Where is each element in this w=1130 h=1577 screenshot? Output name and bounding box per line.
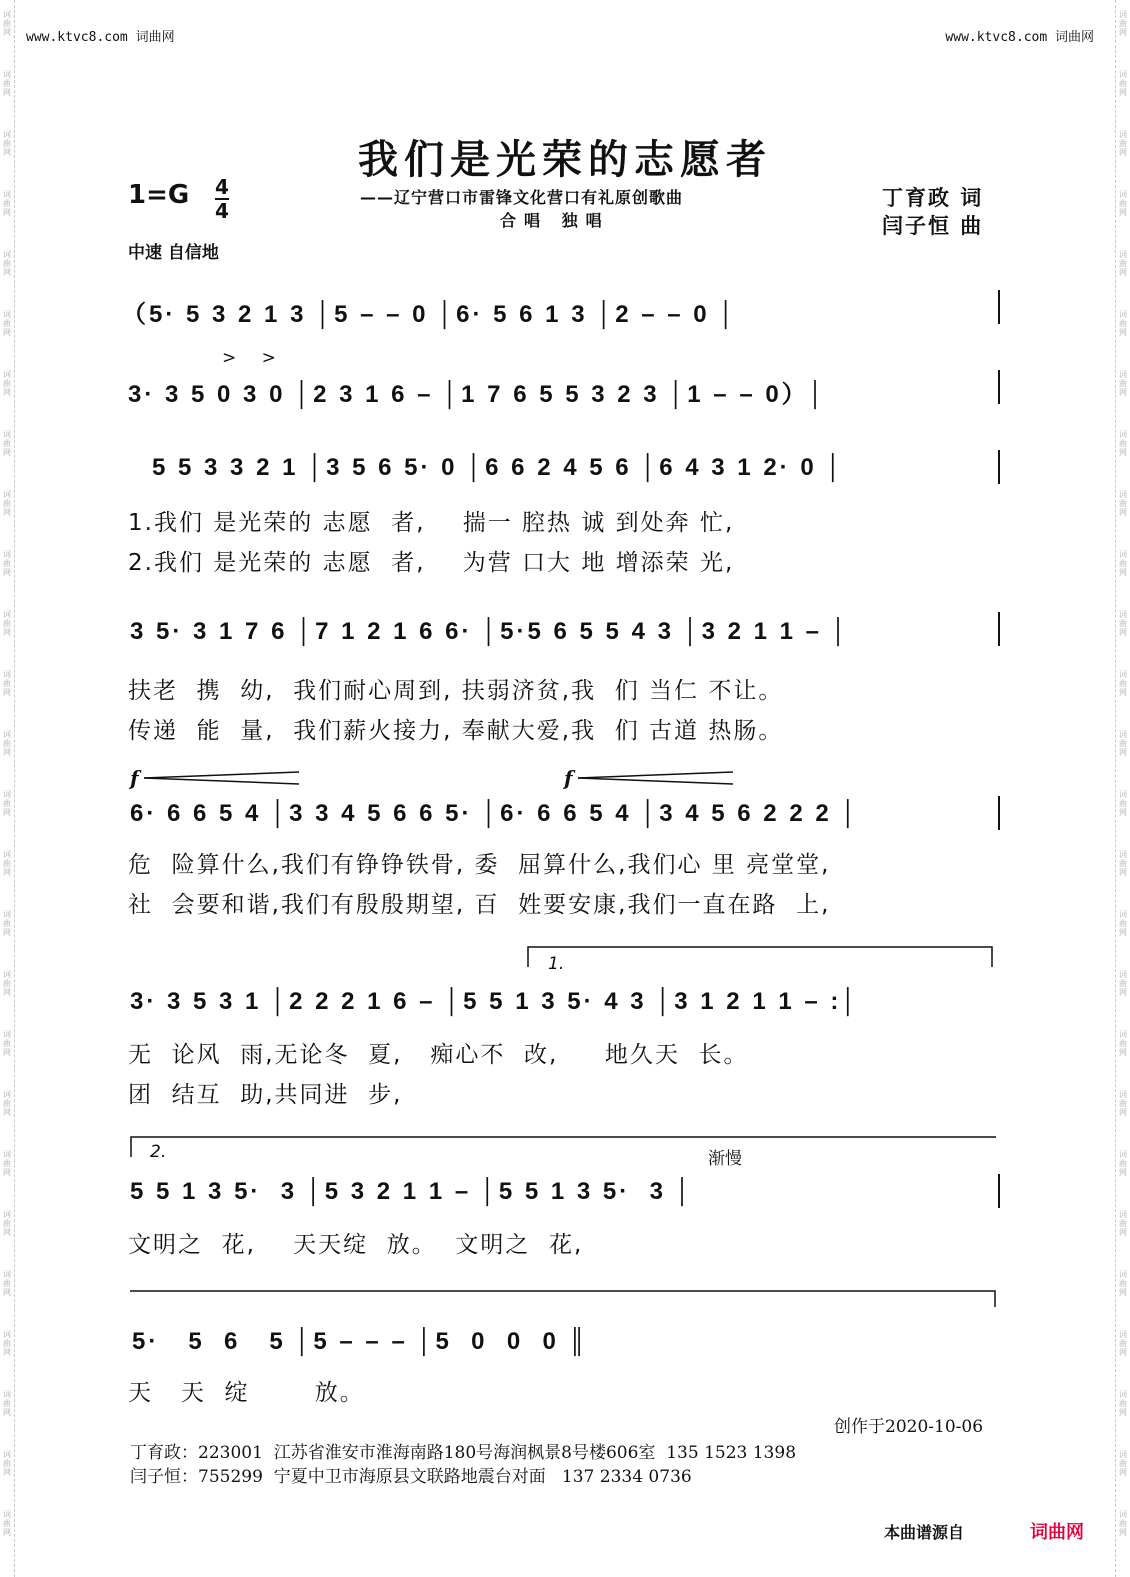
key-signature: 1=G xyxy=(128,180,190,210)
score-row-3: 5 5 3 3 2 1 │3 5 6 5· 0 │6 6 2 4 5 6 │6 4 3 1 2· 0 │ xyxy=(152,454,845,481)
side-watermark-text: 词 曲 网 xyxy=(1119,1390,1127,1417)
side-watermark-text: 词 曲 网 xyxy=(3,850,11,877)
side-watermark-text: 词 曲 网 xyxy=(3,550,11,577)
side-watermark-text: 词 曲 网 xyxy=(1119,1090,1127,1117)
side-watermark-text: 词 曲 网 xyxy=(1119,430,1127,457)
score-row-7: 5 5 1 3 5· 3 │5 3 2 1 1 – │5 5 1 3 5· 3 │ xyxy=(130,1178,694,1205)
side-watermark-text: 词 曲 网 xyxy=(3,670,11,697)
barline xyxy=(998,1174,1000,1208)
side-watermark-text: 词 曲 网 xyxy=(3,1450,11,1477)
side-watermark-text: 词 曲 网 xyxy=(1119,1150,1127,1177)
lyricist-credit: 丁育政 词 xyxy=(882,186,984,210)
volta-bracket-1 xyxy=(527,946,997,968)
side-watermark-text: 词 曲 网 xyxy=(3,130,11,157)
composer-credit: 闫子恒 曲 xyxy=(882,214,984,238)
lyric-verse-1-line-4: 无 论风 雨,无论冬 夏, 痴心不 改, 地久天 长。 xyxy=(128,1042,749,1068)
side-watermark-text: 词 曲 网 xyxy=(3,430,11,457)
volta-bracket-2-continued xyxy=(130,1290,998,1308)
crescendo-hairpin xyxy=(578,770,738,786)
side-watermark-text: 词 曲 网 xyxy=(1119,10,1127,37)
barline xyxy=(998,796,1000,830)
side-watermark-text: 词 曲 网 xyxy=(1119,790,1127,817)
lyric-line-5: 文明之 花, 天天绽 放。 文明之 花, xyxy=(128,1232,584,1258)
crescendo-hairpin xyxy=(144,770,304,786)
barline xyxy=(998,612,1000,646)
barline xyxy=(998,290,1000,324)
composition-date: 创作于2020-10-06 xyxy=(834,1417,984,1437)
left-watermark-strip xyxy=(0,0,15,1577)
side-watermark-text: 词 曲 网 xyxy=(3,730,11,757)
side-watermark-text: 词 曲 网 xyxy=(1119,970,1127,997)
side-watermark-text: 词 曲 网 xyxy=(3,1150,11,1177)
source-site-link[interactable]: 词曲网 xyxy=(1030,1522,1084,1543)
side-watermark-text: 词 曲 网 xyxy=(3,370,11,397)
lyric-verse-1-line-2: 扶老 携 幼, 我们耐心周到, 扶弱济贫,我 们 当仁 不让。 xyxy=(128,678,784,704)
tempo-marking: 中速 自信地 xyxy=(128,243,219,263)
barline xyxy=(998,450,1000,484)
song-subtitle: ——辽宁营口市雷锋文化营口有礼原创歌曲 xyxy=(360,188,684,207)
side-watermark-text: 词 曲 网 xyxy=(1119,1510,1127,1537)
side-watermark-text: 词 曲 网 xyxy=(1119,1450,1127,1477)
lyric-verse-2-line-3: 社 会要和谐,我们有殷殷期望, 百 姓要安康,我们一直在路 上, xyxy=(128,892,831,918)
side-watermark-text: 词 曲 网 xyxy=(3,1390,11,1417)
contact-lyricist: 丁育政：223001 江苏省淮安市淮海南路180号海润枫景8号楼606室 135 1523 1398 xyxy=(130,1443,797,1463)
side-watermark-text: 词 曲 网 xyxy=(3,1270,11,1297)
side-watermark-text: 词 曲 网 xyxy=(1119,70,1127,97)
side-watermark-text: 词 曲 网 xyxy=(1119,910,1127,937)
side-watermark-text: 词 曲 网 xyxy=(3,790,11,817)
source-label: 本曲谱源自 xyxy=(884,1523,965,1542)
side-watermark-text: 词 曲 网 xyxy=(1119,1270,1127,1297)
side-watermark-text: 词 曲 网 xyxy=(1119,1210,1127,1237)
score-row-2: 3· 3 5 0 3 0 │2 3 1 6 – │1 7 6 5 5 3 2 3 │1 – – 0）│ xyxy=(128,381,827,408)
side-watermark-text: 词 曲 网 xyxy=(1119,490,1127,517)
side-watermark-text: 词 曲 网 xyxy=(1119,190,1127,217)
side-watermark-text: 词 曲 网 xyxy=(3,910,11,937)
volta-bracket-2 xyxy=(130,1136,998,1158)
side-watermark-text: 词 曲 网 xyxy=(3,490,11,517)
volta-1-label: 1. xyxy=(548,954,565,974)
side-watermark-text: 词 曲 网 xyxy=(1119,730,1127,757)
side-watermark-text: 词 曲 网 xyxy=(1119,610,1127,637)
side-watermark-text: 词 曲 网 xyxy=(3,190,11,217)
song-title: 我们是光荣的志愿者 xyxy=(358,136,772,183)
right-watermark-strip xyxy=(1115,0,1130,1577)
side-watermark-text: 词 曲 网 xyxy=(3,1510,11,1537)
side-watermark-text: 词 曲 网 xyxy=(1119,370,1127,397)
score-row-8: 5· 5 6 5 │5 – – – │5 0 0 0 ║ xyxy=(132,1328,589,1355)
side-watermark-text: 词 曲 网 xyxy=(3,70,11,97)
time-signature xyxy=(215,176,229,222)
side-watermark-text: 词 曲 网 xyxy=(3,1030,11,1057)
side-watermark-text: 词 曲 网 xyxy=(1119,250,1127,277)
lyric-verse-2-line-1: 2.我们 是光荣的 志愿 者, 为营 口大 地 增添荣 光, xyxy=(128,550,735,576)
barline xyxy=(998,370,1000,404)
side-watermark-text: 词 曲 网 xyxy=(3,1210,11,1237)
side-watermark-text: 词 曲 网 xyxy=(1119,310,1127,337)
score-row-6: 3· 3 5 3 1 │2 2 2 1 6 – │5 5 1 3 5· 4 3 │3 1 2 1 1 – :│ xyxy=(130,988,860,1015)
performance-type: 合唱 独唱 xyxy=(500,211,610,230)
contact-composer: 闫子恒：755299 宁夏中卫市海原县文联路地震台对面 137 2334 0736 xyxy=(130,1467,692,1487)
side-watermark-text: 词 曲 网 xyxy=(3,1330,11,1357)
score-row-5: 6· 6 6 5 4 │3 3 4 5 6 6 5· │6· 6 6 5 4 │3 4 5 6 2 2 2 │ xyxy=(130,800,860,827)
ritardando-marking: 渐慢 xyxy=(708,1149,742,1169)
lyric-line-6: 天 天 绽 放。 xyxy=(128,1380,365,1406)
side-watermark-text: 词 曲 网 xyxy=(1119,1330,1127,1357)
dynamic-forte: f xyxy=(130,766,139,790)
lyric-verse-2-line-2: 传递 能 量, 我们薪火接力, 奉献大爱,我 们 古道 热肠。 xyxy=(128,718,784,744)
side-watermark-text: 词 曲 网 xyxy=(3,970,11,997)
volta-2-label: 2. xyxy=(150,1142,167,1162)
side-watermark-text: 词 曲 网 xyxy=(3,610,11,637)
lyric-verse-1-line-3: 危 险算什么,我们有铮铮铁骨, 委 屈算什么,我们心 里 亮堂堂, xyxy=(128,852,831,878)
side-watermark-text: 词 曲 网 xyxy=(1119,550,1127,577)
score-row-1: （5· 5 3 2 1 3 │5 – – 0 │6· 5 6 1 3 │2 – – 0 │ xyxy=(122,301,738,328)
site-header-left[interactable]: www.ktvc8.com 词曲网 xyxy=(26,30,175,45)
side-watermark-text: 词 曲 网 xyxy=(1119,1030,1127,1057)
time-top: 4 xyxy=(215,175,229,199)
lyric-verse-2-line-4: 团 结互 助,共同进 步, xyxy=(128,1082,403,1108)
dynamic-forte: f xyxy=(564,766,573,790)
score-row-4: 3 5· 3 1 7 6 │7 1 2 1 6 6· │5·5 6 5 5 4 3 │3 2 1 1 – │ xyxy=(130,618,850,645)
time-bottom: 4 xyxy=(215,199,229,223)
side-watermark-text: 词 曲 网 xyxy=(3,1090,11,1117)
side-watermark-text: 词 曲 网 xyxy=(1119,670,1127,697)
side-watermark-text: 词 曲 网 xyxy=(1119,850,1127,877)
side-watermark-text: 词 曲 网 xyxy=(3,250,11,277)
side-watermark-text: 词 曲 网 xyxy=(3,10,11,37)
accent-marks: > > xyxy=(222,348,286,368)
side-watermark-text: 词 曲 网 xyxy=(3,310,11,337)
site-header-right[interactable]: www.ktvc8.com 词曲网 xyxy=(945,30,1094,45)
side-watermark-text: 词 曲 网 xyxy=(1119,130,1127,157)
lyric-verse-1-line-1: 1.我们 是光荣的 志愿 者, 揣一 腔热 诚 到处奔 忙, xyxy=(128,510,735,536)
